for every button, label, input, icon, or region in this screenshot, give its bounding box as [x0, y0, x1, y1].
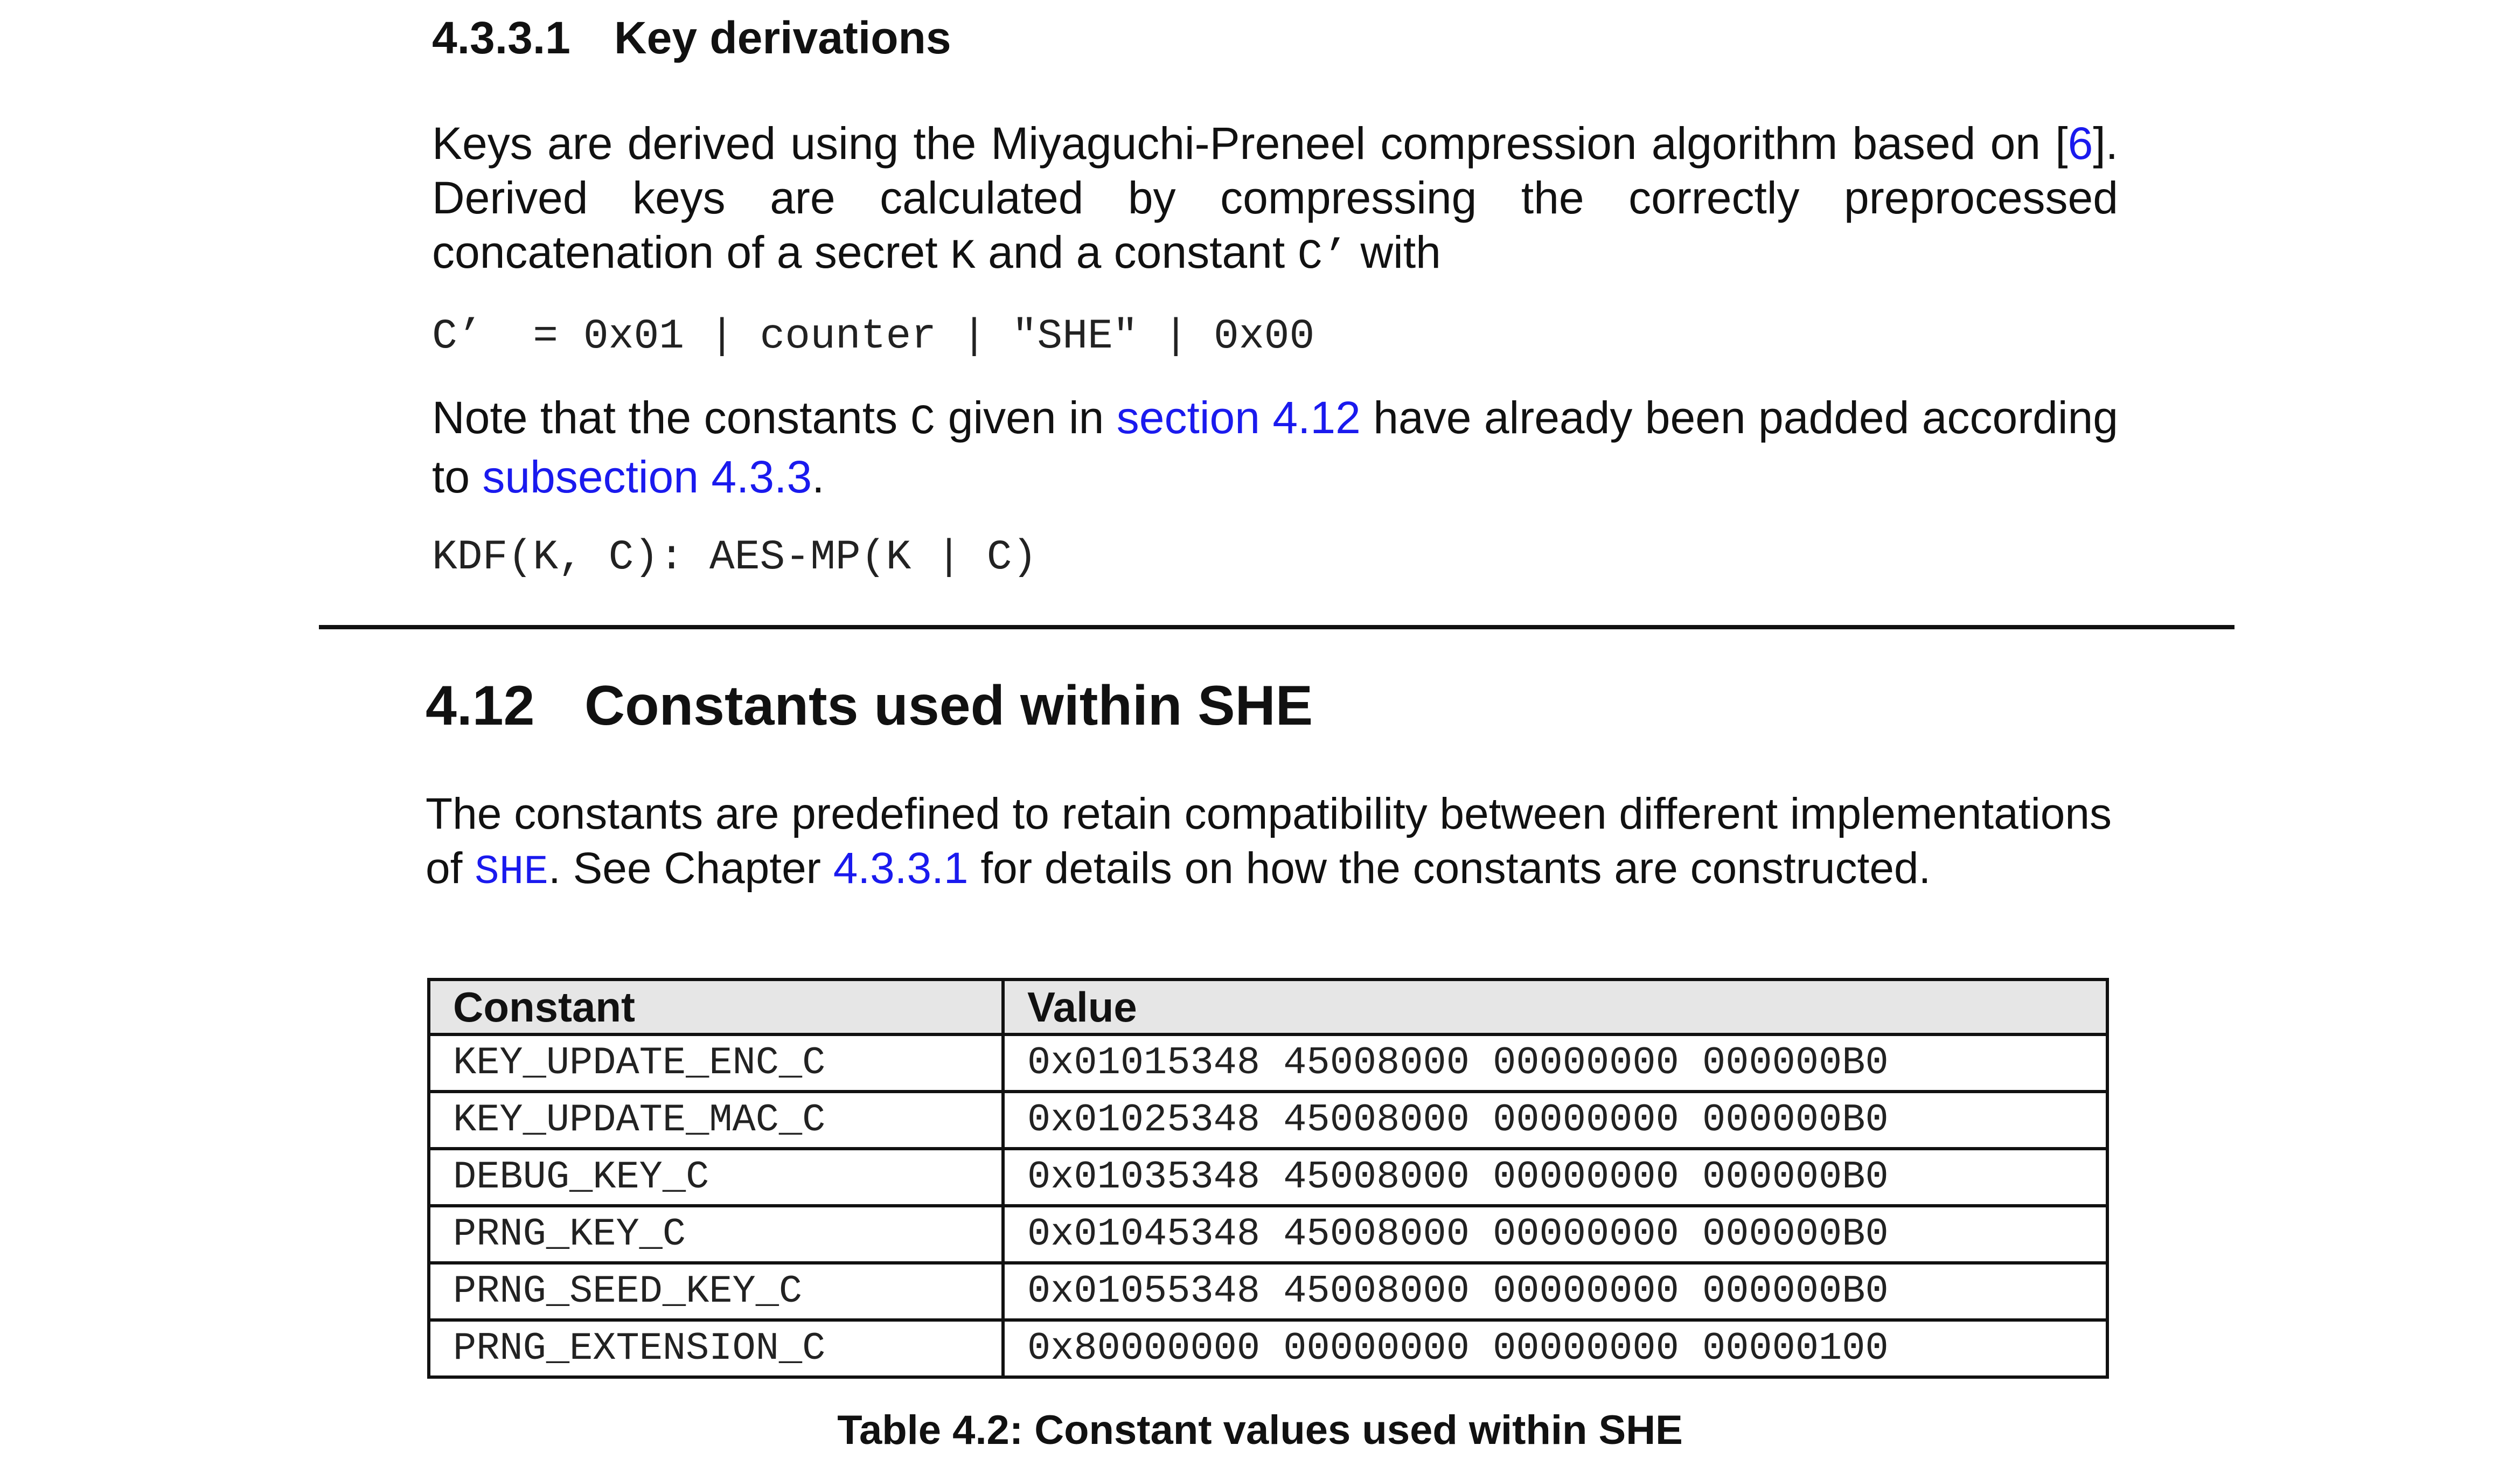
constant-name-cell: PRNG_SEED_KEY_C	[429, 1263, 1003, 1320]
column-header-value: Value	[1003, 979, 2107, 1034]
table-row	[429, 1263, 2107, 1320]
table-row	[429, 1320, 2107, 1377]
subsection-number: 4.3.3.1	[432, 12, 570, 63]
table-caption: Table 4.2: Constant values used within SHE	[837, 1407, 1683, 1453]
she-glossary-link[interactable]: SHE	[475, 849, 548, 895]
constant-value-cell: 0x80000000 00000000 00000000 00000100	[1003, 1320, 2107, 1377]
text-span: Keys are derived using the Miyaguchi-Preneel compression algorithm based on [	[432, 118, 2068, 169]
chapter-link[interactable]: 4.3.3.1	[833, 844, 969, 893]
column-header-constant: Constant	[429, 979, 1003, 1034]
text-span: The constants are predefined to retain compatibility between different implementations of	[426, 789, 2112, 893]
constant-value-cell: 0x01035348 45008000 00000000 000000B0	[1003, 1149, 2107, 1206]
text-span: given in	[935, 392, 1117, 443]
text-span: have already been padded according to	[432, 392, 2118, 502]
section-divider	[319, 625, 2234, 629]
text-span: Note that the constants	[432, 392, 910, 443]
table-row	[429, 1149, 2107, 1206]
subsection-heading	[432, 5, 951, 70]
section-link[interactable]: section 4.12	[1116, 392, 1361, 443]
variable-k: K	[950, 233, 976, 281]
subsection-link[interactable]: subsection 4.3.3	[482, 451, 812, 502]
variable-c-prime: C’	[1297, 233, 1348, 281]
constant-value-cell: 0x01055348 45008000 00000000 000000B0	[1003, 1263, 2107, 1320]
section-heading	[426, 671, 1313, 741]
table-row	[429, 1092, 2107, 1149]
text-span: ]. Derived keys are calculated by compressing the correctly preprocessed concatenation of a secret	[432, 118, 2118, 277]
paragraph-note	[432, 391, 2118, 504]
table-row	[429, 1206, 2107, 1263]
constant-name-cell: PRNG_EXTENSION_C	[429, 1320, 1003, 1377]
citation-link[interactable]: 6	[2067, 118, 2093, 169]
formula-c-prime: C’ = 0x01 | counter | "SHE" | 0x00	[432, 313, 1315, 360]
variable-c: C	[910, 399, 936, 446]
text-span: .	[812, 451, 825, 502]
constant-name-cell: DEBUG_KEY_C	[429, 1149, 1003, 1206]
constant-name-cell: PRNG_KEY_C	[429, 1206, 1003, 1263]
section-number: 4.12	[426, 675, 535, 737]
paragraph-constants	[426, 787, 2112, 900]
text-span: with	[1348, 227, 1441, 277]
constants-table	[427, 978, 2109, 1379]
constant-name-cell: KEY_UPDATE_MAC_C	[429, 1092, 1003, 1149]
constant-value-cell: 0x01025348 45008000 00000000 000000B0	[1003, 1092, 2107, 1149]
subsection-title: Key derivations	[614, 12, 951, 63]
constant-value-cell: 0x01045348 45008000 00000000 000000B0	[1003, 1206, 2107, 1263]
text-span: . See Chapter	[548, 844, 833, 893]
text-span: and a constant	[975, 227, 1298, 277]
constant-value-cell: 0x01015348 45008000 00000000 000000B0	[1003, 1034, 2107, 1092]
kdf-formula: KDF(K, C): AES-MP(K | C)	[432, 534, 1038, 581]
table-header-row	[429, 979, 2107, 1034]
paragraph-key-derivation	[432, 116, 2118, 284]
table-row	[429, 1034, 2107, 1092]
text-span: for details on how the constants are constructed.	[968, 844, 1931, 893]
constant-name-cell: KEY_UPDATE_ENC_C	[429, 1034, 1003, 1092]
section-title: Constants used within SHE	[584, 675, 1313, 737]
